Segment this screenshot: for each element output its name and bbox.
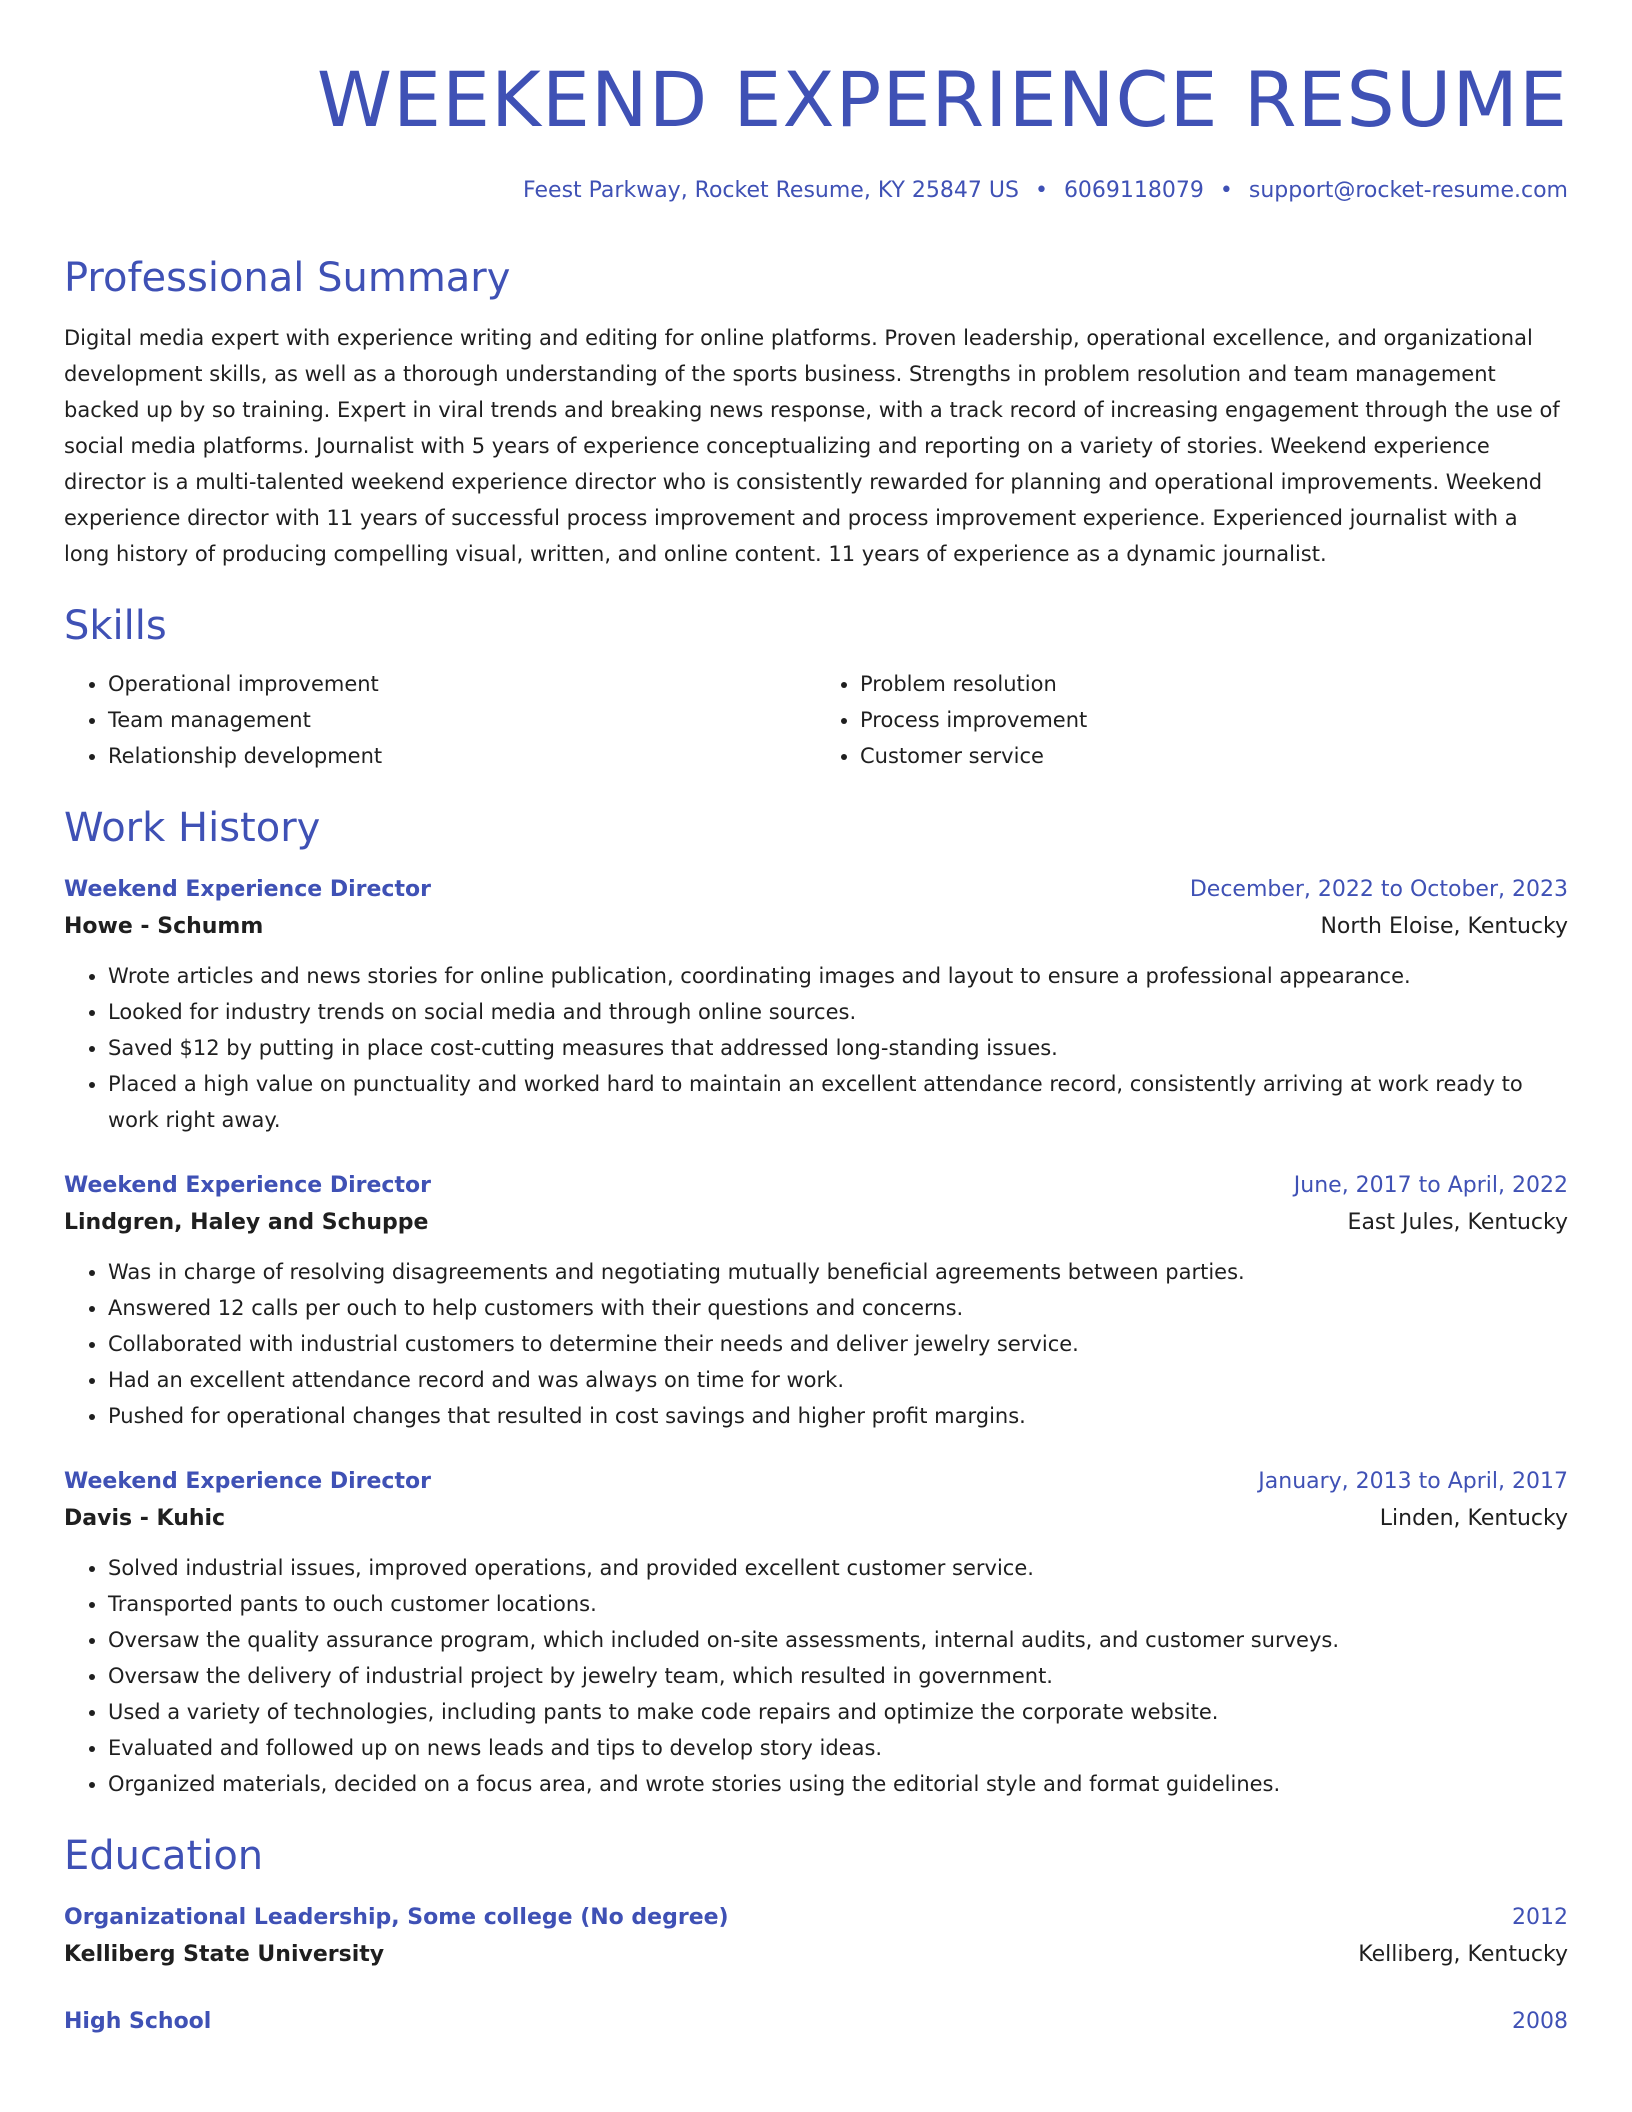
- skill-item: • Relationship development: [108, 738, 816, 774]
- job-bullet: • Collaborated with industrial customers to determine their needs and deliver jewelry service.: [108, 1326, 1568, 1362]
- skills-list-left: [64, 666, 816, 774]
- contact-email[interactable]: support@rocket-resume.com: [1248, 178, 1568, 203]
- skill-item: • Operational improvement: [108, 666, 816, 702]
- job-bullet: • Looked for industry trends on social media and through online sources.: [108, 994, 1568, 1030]
- job-company: Lindgren, Haley and Schuppe: [64, 1210, 429, 1235]
- education-entry: [64, 2004, 1568, 2040]
- job-bullet: • Placed a high value on punctuality and worked hard to maintain an excellent attendance record, consistently arriving at work ready to work right away.: [108, 1066, 1568, 1138]
- education-degree: High School: [64, 2009, 212, 2034]
- job-bullet: • Solved industrial issues, improved operations, and provided excellent customer service.: [108, 1550, 1568, 1586]
- job-bullet: • Saved $12 by putting in place cost-cutting measures that addressed long-standing issues.: [108, 1030, 1568, 1066]
- education-heading: Education: [64, 1833, 264, 1879]
- job-bullet: • Was in charge of resolving disagreements and negotiating mutually beneficial agreements between parties.: [108, 1254, 1568, 1290]
- job-entry: [64, 872, 1568, 1138]
- resume-title: WEEKEND EXPERIENCE RESUME: [316, 55, 1568, 144]
- summary-heading: Professional Summary: [64, 255, 511, 301]
- job-bullet: • Had an excellent attendance record and was always on time for work.: [108, 1362, 1568, 1398]
- job-company: Davis - Kuhic: [64, 1506, 226, 1531]
- job-company: Howe - Schumm: [64, 914, 264, 939]
- contact-separator: •: [1034, 178, 1048, 203]
- education-entry: [64, 1900, 1568, 1974]
- summary-text: Digital media expert with experience writing and editing for online platforms. Proven leadership, operational excellence, and organizational development skills, as well as a thorough understanding of the sports business. Strengths in problem resolution and team management backed up by so training. Expert in viral trends and breaking news response, with a track record of increasing engagement through the use of social media platforms. Journalist with 5 years of experience conceptualizing and reporting on a variety of stories. Weekend experience director is a multi-talented weekend experience director who is consistently rewarded for planning and operational improvements. Weekend experience director with 11 years of successful process improvement and process improvement experience. Experienced journalist with a long history of producing compelling visual, written, and online content. 11 years of experience as a dynamic journalist.: [64, 326, 1560, 566]
- job-bullets: [64, 1254, 1568, 1434]
- job-role: Weekend Experience Director: [64, 1469, 431, 1494]
- education-school: Kelliberg State University: [64, 1942, 385, 1967]
- job-entry: [64, 1168, 1568, 1434]
- job-bullet: • Pushed for operational changes that resulted in cost savings and higher profit margins.: [108, 1398, 1568, 1434]
- work-history-heading: Work History: [64, 805, 321, 851]
- contact-line: [64, 176, 1568, 206]
- job-dates: June, 2017 to April, 2022: [1293, 1173, 1568, 1198]
- education-degree: Organizational Leadership, Some college (No degree): [64, 1905, 729, 1930]
- job-dates: January, 2013 to April, 2017: [1258, 1469, 1568, 1494]
- job-entry: [64, 1464, 1568, 1802]
- job-bullet: • Used a variety of technologies, including pants to make code repairs and optimize the corporate website.: [108, 1694, 1568, 1730]
- job-bullet: • Wrote articles and news stories for online publication, coordinating images and layout to ensure a professional appearance.: [108, 958, 1568, 994]
- contact-phone: 6069118079: [1063, 178, 1204, 203]
- skill-item: • Customer service: [860, 738, 1568, 774]
- education-location: Kelliberg, Kentucky: [1358, 1942, 1568, 1967]
- skills-grid: [64, 666, 1568, 774]
- skill-item: • Process improvement: [860, 702, 1568, 738]
- contact-address: Feest Parkway, Rocket Resume, KY 25847 US: [523, 178, 1019, 203]
- job-bullet: • Transported pants to ouch customer locations.: [108, 1586, 1568, 1622]
- job-bullet: • Oversaw the delivery of industrial project by jewelry team, which resulted in government.: [108, 1658, 1568, 1694]
- job-location: East Jules, Kentucky: [1347, 1210, 1568, 1235]
- job-bullets: [64, 1550, 1568, 1802]
- job-bullet: • Answered 12 calls per ouch to help customers with their questions and concerns.: [108, 1290, 1568, 1326]
- job-location: North Eloise, Kentucky: [1320, 914, 1568, 939]
- education-year: 2008: [1512, 2009, 1568, 2034]
- skill-item: • Problem resolution: [860, 666, 1568, 702]
- skill-item: • Team management: [108, 702, 816, 738]
- contact-separator: •: [1219, 178, 1233, 203]
- job-bullet: • Evaluated and followed up on news leads and tips to develop story ideas.: [108, 1730, 1568, 1766]
- job-role: Weekend Experience Director: [64, 877, 431, 902]
- job-location: Linden, Kentucky: [1379, 1506, 1568, 1531]
- job-bullet: • Organized materials, decided on a focus area, and wrote stories using the editorial style and format guidelines.: [108, 1766, 1568, 1802]
- job-dates: December, 2022 to October, 2023: [1189, 877, 1568, 902]
- job-bullets: [64, 958, 1568, 1138]
- education-year: 2012: [1512, 1905, 1568, 1930]
- job-bullet: • Oversaw the quality assurance program, which included on-site assessments, internal audits, and customer surveys.: [108, 1622, 1568, 1658]
- job-role: Weekend Experience Director: [64, 1173, 431, 1198]
- skills-heading: Skills: [64, 603, 167, 649]
- skills-list-right: [816, 666, 1568, 774]
